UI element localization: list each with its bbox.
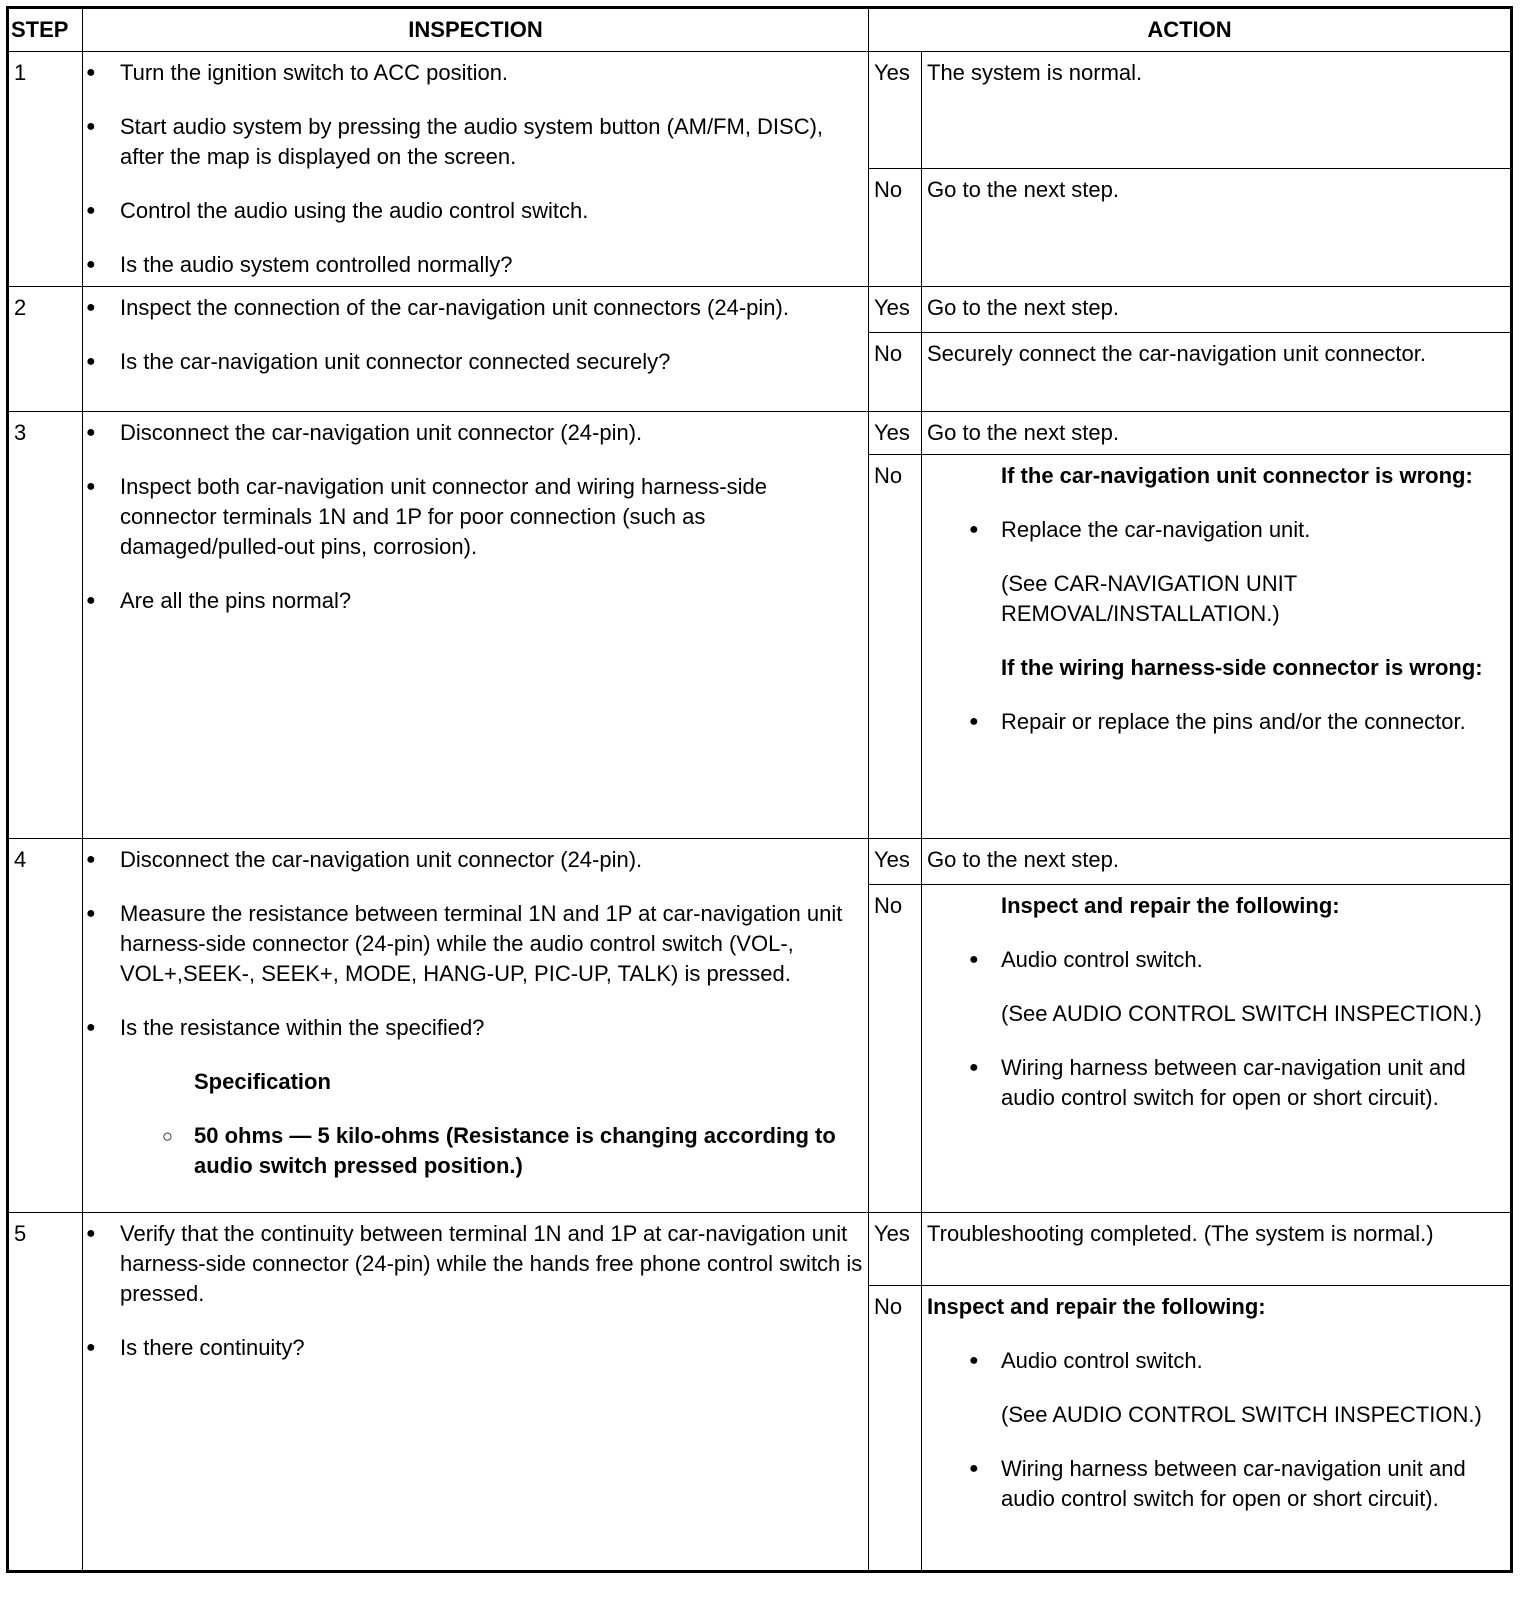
inspection-cell	[83, 839, 869, 1213]
inspection-item: ● Start audio system by pressing the audio system button (AM/FM, DISC), after the map is displayed on the screen.	[120, 112, 863, 172]
inspection-item: ● Inspect both car-navigation unit connector and wiring harness-side connector terminals 1N and 1P for poor connection (such as damaged/pulled-out pins, corrosion).	[120, 472, 863, 562]
no-label: No	[869, 333, 922, 412]
no-action	[922, 885, 1512, 1213]
action-item: ● Replace the car-navigation unit.	[1001, 515, 1505, 545]
inspection-item: ● Are all the pins normal?	[120, 586, 863, 616]
inspection-item: ● Verify that the continuity between terminal 1N and 1P at car-navigation unit harness-side connector (24-pin) while the hands free phone control switch is pressed.	[120, 1219, 863, 1309]
step-2-yes-row	[8, 287, 1512, 333]
inspection-cell	[83, 52, 869, 287]
inspection-item: ● Inspect the connection of the car-navigation unit connectors (24-pin).	[120, 293, 863, 323]
step-3-yes-row	[8, 412, 1512, 455]
step-5-yes-row	[8, 1213, 1512, 1286]
no-label: No	[869, 455, 922, 839]
action-item: ● Audio control switch.	[1001, 945, 1505, 975]
no-label: No	[869, 885, 922, 1213]
step-1-yes-row	[8, 52, 1512, 169]
yes-action: Go to the next step.	[922, 287, 1512, 333]
no-action: Go to the next step.	[922, 169, 1512, 287]
header-step: STEP	[8, 8, 83, 52]
inspection-item: ● Is the audio system controlled normally?	[120, 250, 863, 280]
step-number: 3	[8, 412, 83, 839]
step-number: 2	[8, 287, 83, 412]
inspection-item: ● Control the audio using the audio control switch.	[120, 196, 863, 226]
inspection-cell	[83, 412, 869, 839]
action-heading: If the car-navigation unit connector is wrong:	[1001, 463, 1473, 488]
action-item: ● Wiring harness between car-navigation unit and audio control switch for open or short circuit).	[1001, 1454, 1505, 1514]
action-item: ● Wiring harness between car-navigation unit and audio control switch for open or short circuit).	[1001, 1053, 1505, 1113]
step-4-yes-row	[8, 839, 1512, 885]
yes-label: Yes	[869, 287, 922, 333]
header-inspection: INSPECTION	[83, 8, 869, 52]
yes-action: Troubleshooting completed. (The system is normal.)	[922, 1213, 1512, 1286]
inspection-item: ● Turn the ignition switch to ACC position.	[120, 58, 863, 88]
inspection-item: ● Disconnect the car-navigation unit connector (24-pin).	[120, 845, 863, 875]
yes-label: Yes	[869, 839, 922, 885]
no-label: No	[869, 1286, 922, 1572]
inspection-item: ● Is the resistance within the specified?	[120, 1013, 863, 1043]
yes-label: Yes	[869, 52, 922, 169]
reference-text: (See AUDIO CONTROL SWITCH INSPECTION.)	[1001, 1402, 1482, 1427]
action-item: ● Repair or replace the pins and/or the connector.	[1001, 707, 1505, 737]
no-action: Securely connect the car-navigation unit connector.	[922, 333, 1512, 412]
yes-label: Yes	[869, 1213, 922, 1286]
action-heading: If the wiring harness-side connector is wrong:	[1001, 655, 1483, 680]
troubleshooting-table	[6, 6, 1513, 1573]
specification-heading: Specification	[194, 1069, 331, 1094]
inspection-cell	[83, 1213, 869, 1572]
specification-value: ○ 50 ohms — 5 kilo-ohms (Resistance is changing according to audio switch pressed position.)	[194, 1121, 863, 1181]
reference-text: (See CAR-NAVIGATION UNIT REMOVAL/INSTALLATION.)	[1001, 571, 1297, 626]
table-header-row	[8, 8, 1512, 52]
action-heading: Inspect and repair the following:	[1001, 893, 1340, 918]
yes-action: The system is normal.	[922, 52, 1512, 169]
inspection-item: ● Is there continuity?	[120, 1333, 863, 1363]
reference-text: (See AUDIO CONTROL SWITCH INSPECTION.)	[1001, 1001, 1482, 1026]
inspection-item: ● Measure the resistance between terminal 1N and 1P at car-navigation unit harness-side connector (24-pin) while the audio control switch (VOL-, VOL+,SEEK-, SEEK+, MODE, HANG-UP, PIC-UP, TALK) is pressed.	[120, 899, 863, 989]
inspection-cell	[83, 287, 869, 412]
no-label: No	[869, 169, 922, 287]
yes-label: Yes	[869, 412, 922, 455]
yes-action: Go to the next step.	[922, 412, 1512, 455]
no-action	[922, 1286, 1512, 1572]
step-number: 1	[8, 52, 83, 287]
step-number: 5	[8, 1213, 83, 1572]
yes-action: Go to the next step.	[922, 839, 1512, 885]
action-heading: Inspect and repair the following:	[927, 1294, 1266, 1319]
header-action: ACTION	[869, 8, 1512, 52]
inspection-item: ● Disconnect the car-navigation unit connector (24-pin).	[120, 418, 863, 448]
no-action	[922, 455, 1512, 839]
inspection-item: ● Is the car-navigation unit connector connected securely?	[120, 347, 863, 377]
step-number: 4	[8, 839, 83, 1213]
action-item: ● Audio control switch.	[1001, 1346, 1505, 1376]
